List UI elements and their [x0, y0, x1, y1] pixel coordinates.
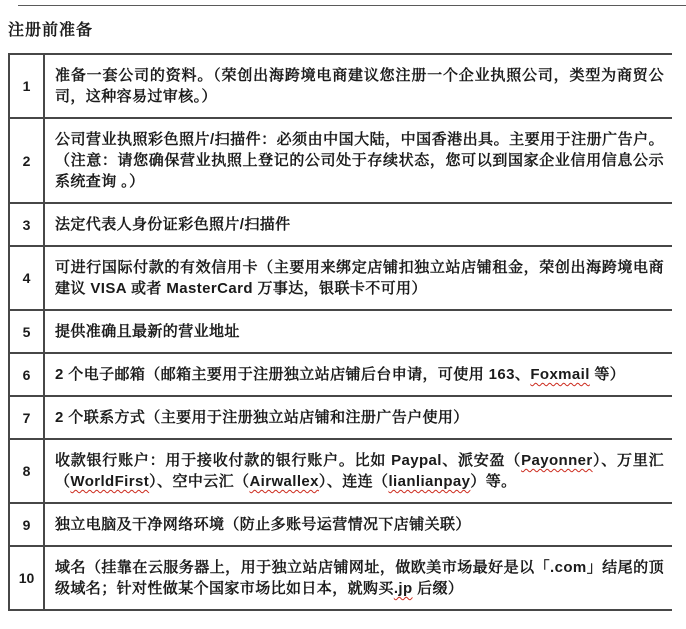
row-content	[44, 503, 672, 546]
row-number: 3	[9, 203, 44, 246]
document-page	[0, 5, 686, 629]
preparation-table	[8, 53, 672, 611]
misspelled-word: WorldFirst	[70, 473, 150, 490]
text-segment: 准备一套公司的资料。（荣创出海跨境电商建议您注册一个企业执照公司，类型为商贸公司，这种容易过审核。）	[55, 67, 664, 105]
row-content	[44, 546, 672, 610]
text-segment: 后缀）	[412, 580, 464, 597]
text-segment: ）、万里汇（	[55, 452, 664, 490]
text-segment: ）、空中云汇（	[149, 473, 250, 490]
table-row	[9, 503, 672, 546]
row-number: 10	[9, 546, 44, 610]
text-segment: 公司营业执照彩色照片/扫描件：必须由中国大陆，中国香港出具。主要用于注册广告户。（注意：请您确保营业执照上登记的公司处于存续状态，您可以到国家企业信用信息公示系统查询 。）	[55, 131, 664, 190]
table-row	[9, 310, 672, 353]
text-segment: 独立电脑及干净网络环境（防止多账号运营情况下店铺关联）	[55, 516, 471, 533]
text-segment: ）、连连（	[318, 473, 389, 490]
row-content	[44, 396, 672, 439]
row-content	[44, 54, 672, 118]
row-number: 6	[9, 353, 44, 396]
table-row	[9, 546, 672, 610]
table-row	[9, 353, 672, 396]
row-content	[44, 439, 672, 503]
table-row	[9, 203, 672, 246]
page-title: 注册前准备	[8, 22, 94, 39]
row-content	[44, 203, 672, 246]
row-number: 4	[9, 246, 44, 310]
row-content	[44, 246, 672, 310]
row-number: 7	[9, 396, 44, 439]
row-number: 9	[9, 503, 44, 546]
table-row	[9, 439, 672, 503]
text-segment: 收款银行账户：用于接收付款的银行账户。比如 Paypal、派安盈（	[55, 452, 522, 469]
misspelled-word: .jp	[393, 580, 413, 597]
misspelled-word: Payonner	[521, 452, 593, 469]
row-number: 1	[9, 54, 44, 118]
row-number: 2	[9, 118, 44, 203]
text-segment: 域名（挂靠在云服务器上，用于独立站店铺网址，做欧美市场最好是以「.com」结尾的顶级域名；针对性做某个国家市场比如日本，就购买	[55, 559, 664, 597]
row-number: 8	[9, 439, 44, 503]
row-content	[44, 353, 672, 396]
table-row	[9, 246, 672, 310]
table-row	[9, 118, 672, 203]
text-segment: 提供准确且最新的营业地址	[55, 323, 240, 340]
text-segment: 可进行国际付款的有效信用卡（主要用来绑定店铺扣独立站店铺租金，荣创出海跨境电商建议 VISA 或者 MasterCard 万事达，银联卡不可用）	[55, 259, 664, 297]
row-content	[44, 310, 672, 353]
text-segment: 2 个电子邮箱（邮箱主要用于注册独立站店铺后台申请，可使用 163、	[55, 366, 531, 383]
table-body	[9, 54, 672, 610]
misspelled-word: Foxmail	[530, 366, 590, 383]
misspelled-word: Airwallex	[249, 473, 319, 490]
misspelled-word: lianlianpay	[388, 473, 471, 490]
text-segment: 2 个联系方式（主要用于注册独立站店铺和注册广告户使用）	[55, 409, 469, 426]
table-row	[9, 396, 672, 439]
text-segment: ）等。	[470, 473, 517, 490]
text-segment: 法定代表人身份证彩色照片/扫描件	[55, 216, 291, 233]
text-segment: 等）	[589, 366, 626, 383]
row-content	[44, 118, 672, 203]
table-row	[9, 54, 672, 118]
row-number: 5	[9, 310, 44, 353]
top-divider	[18, 5, 686, 6]
